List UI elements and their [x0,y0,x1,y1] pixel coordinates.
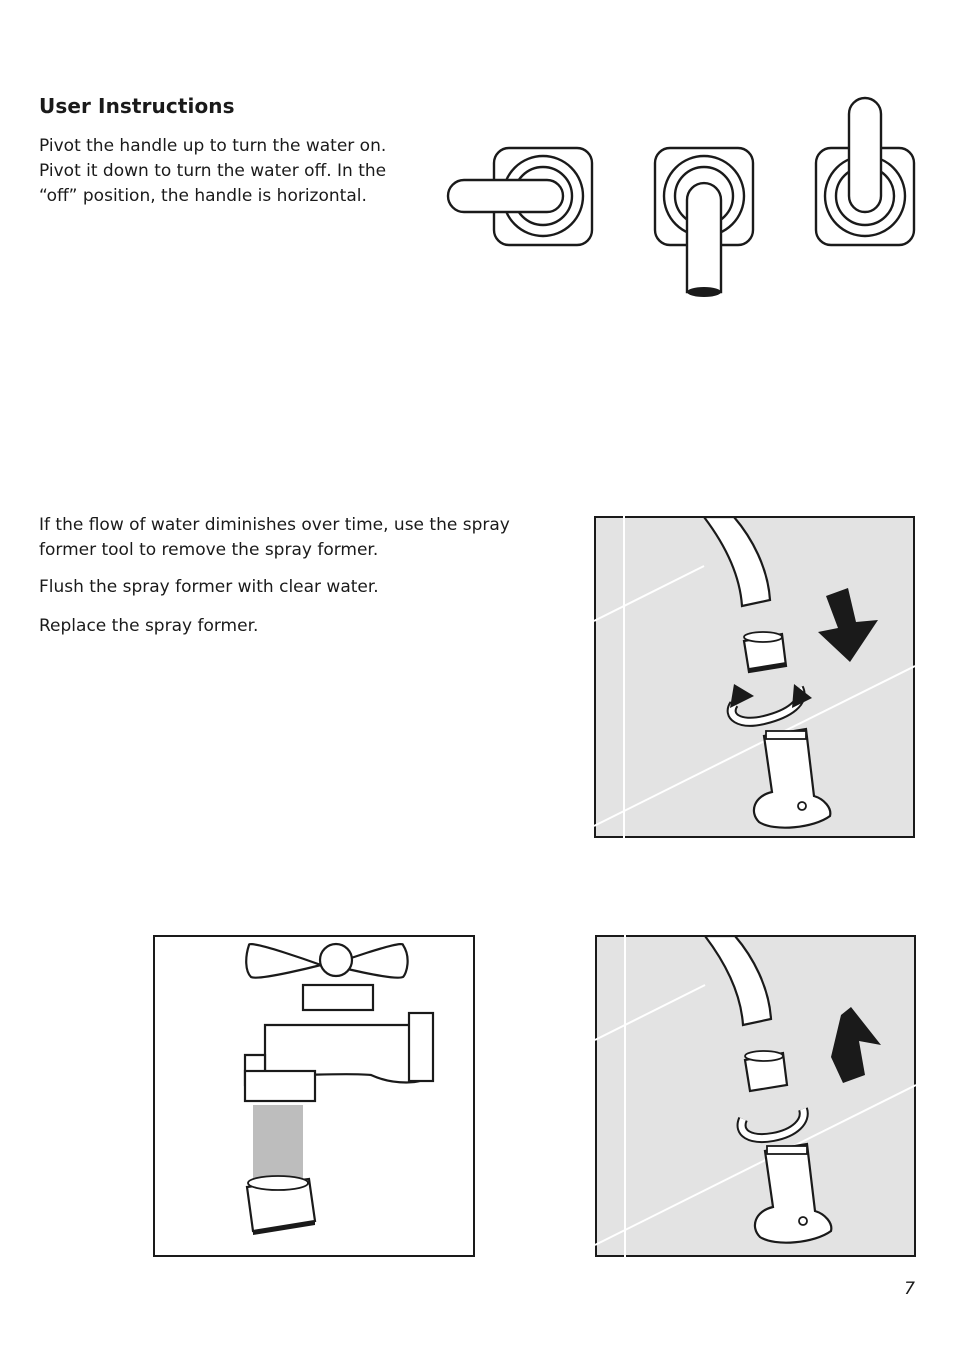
handle-off-icon [448,148,592,245]
page-number: 7 [904,1279,915,1299]
spray-step-1-text: If the flow of water diminishes over time, use the spray former tool to remove the spray former. [39,515,510,560]
spray-step-3-text: Replace the spray former. [39,616,259,636]
section-heading: User Instructions [39,94,235,118]
handle-positions-illustration [440,92,920,302]
spray-former-replace-illustration [595,935,916,1257]
spray-former-flush-illustration [153,935,475,1257]
handle-instructions-text: Pivot the handle up to turn the water on. Pivot it down to turn the water off. In the “off” position, the handle is horizontal. [39,136,387,206]
handle-up-icon [816,98,914,245]
handle-down-icon [655,148,753,297]
spray-step-2-text: Flush the spray former with clear water. [39,577,379,597]
spray-former-removal-illustration [594,516,915,838]
